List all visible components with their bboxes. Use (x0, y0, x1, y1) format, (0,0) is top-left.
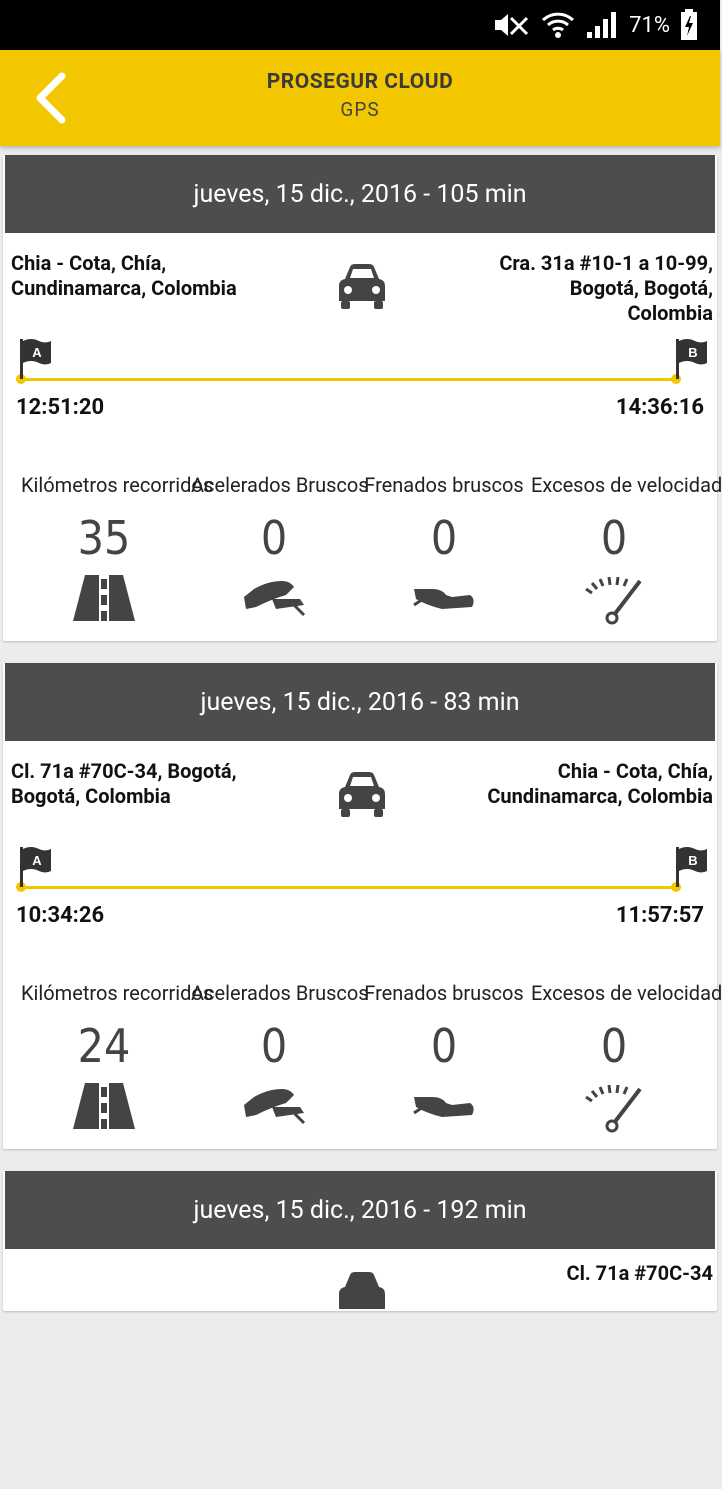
battery-percent: 71% (629, 12, 670, 38)
accelerator-shoe-icon (242, 1083, 306, 1123)
stat-value: 0 (600, 1019, 628, 1073)
stat-label: Frenados bruscos (364, 473, 524, 497)
stat-harsh-acceleration (189, 473, 369, 615)
trip-stats (3, 473, 722, 641)
destination-address: Chia - Cota, Chía, Cundinamarca, Colombia (487, 759, 713, 808)
road-icon (73, 575, 135, 621)
stat-label: Kilómetros recorridos (21, 981, 214, 1005)
battery-charging-icon (680, 9, 698, 41)
end-time: 14:36:16 (615, 395, 704, 420)
route-line (20, 886, 677, 889)
trip-route (3, 1249, 717, 1489)
app-title: PROSEGUR CLOUD (266, 70, 454, 94)
speedometer-icon (582, 575, 646, 625)
start-time: 10:34:26 (16, 903, 105, 928)
start-time: 12:51:20 (16, 395, 105, 420)
wifi-icon (541, 10, 575, 40)
trip-stats (3, 981, 722, 1149)
stat-value: 0 (430, 511, 458, 565)
svg-text:A: A (32, 853, 42, 868)
stat-label: Excesos de velocidad (531, 473, 722, 497)
svg-text:B: B (688, 345, 698, 360)
end-flag-icon (673, 337, 709, 381)
destination-address: Cl. 71a #70C-34 (566, 1261, 713, 1285)
stat-harsh-acceleration (189, 981, 369, 1123)
origin-address: Chia - Cota, Chía, Cundinamarca, Colombia (11, 251, 237, 300)
trip-header: jueves, 15 dic., 2016 - 83 min (5, 663, 715, 741)
start-flag-icon (17, 337, 53, 381)
start-flag-icon (17, 845, 53, 889)
trip-card[interactable] (3, 1171, 717, 1311)
mute-icon (491, 10, 531, 40)
route-line (20, 378, 677, 381)
car-icon (335, 261, 389, 311)
car-icon (335, 1269, 389, 1319)
destination-address: Cra. 31a #10-1 a 10-99, Bogotá, Bogotá, Colombia (499, 251, 713, 325)
accelerator-shoe-icon (242, 575, 306, 615)
stat-label: Acelerados Bruscos (191, 473, 369, 497)
trip-header: jueves, 15 dic., 2016 - 105 min (5, 155, 715, 233)
trip-header: jueves, 15 dic., 2016 - 192 min (5, 1171, 715, 1249)
stat-label: Acelerados Bruscos (191, 981, 369, 1005)
end-time: 11:57:57 (615, 903, 704, 928)
stat-label: Kilómetros recorridos (21, 473, 214, 497)
stat-speeding (529, 473, 722, 625)
stat-harsh-braking (359, 981, 529, 1123)
stat-label: Frenados bruscos (364, 981, 524, 1005)
signal-icon (585, 10, 619, 40)
stat-kilometers (19, 473, 214, 621)
brake-shoe-icon (412, 575, 476, 615)
end-flag-icon (673, 845, 709, 889)
stat-value: 0 (260, 1019, 288, 1073)
stat-label: Excesos de velocidad (531, 981, 722, 1005)
stat-kilometers (19, 981, 214, 1129)
trip-route (3, 741, 717, 981)
stat-value: 24 (77, 1019, 131, 1073)
svg-text:A: A (32, 345, 42, 360)
stat-value: 35 (77, 511, 131, 565)
speedometer-icon (582, 1083, 646, 1133)
stat-value: 0 (430, 1019, 458, 1073)
trip-card[interactable] (3, 155, 722, 641)
car-icon (335, 769, 389, 819)
trip-route (3, 233, 717, 473)
stat-value: 0 (600, 511, 628, 565)
stat-speeding (529, 981, 722, 1133)
trip-card[interactable] (3, 663, 722, 1149)
app-subtitle: GPS (340, 98, 380, 121)
status-bar (0, 0, 720, 50)
svg-text:B: B (688, 853, 698, 868)
brake-shoe-icon (412, 1083, 476, 1123)
stat-value: 0 (260, 511, 288, 565)
road-icon (73, 1083, 135, 1129)
app-bar (0, 50, 720, 146)
origin-address: Cl. 71a #70C-34, Bogotá, Bogotá, Colombia (11, 759, 237, 808)
stat-harsh-braking (359, 473, 529, 615)
